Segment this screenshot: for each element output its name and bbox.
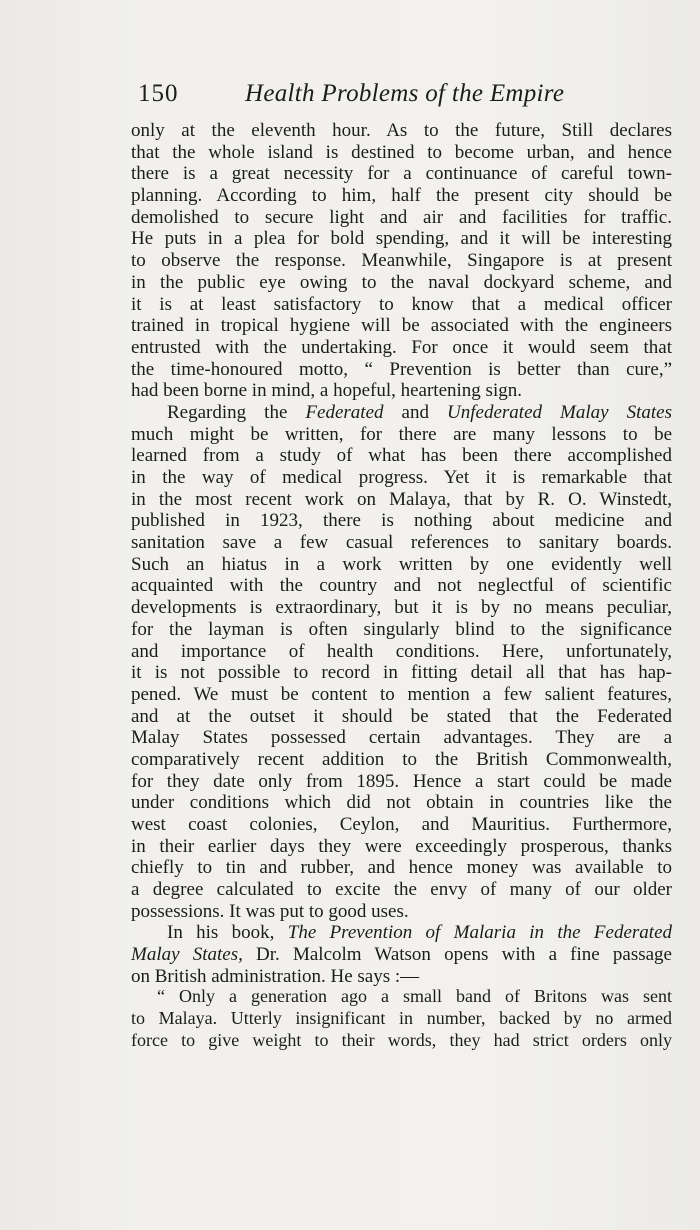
text-line: to observe the response. Meanwhile, Singapore is at present: [131, 250, 672, 272]
text-line: that the whole island is destined to become urban, and hence: [131, 141, 672, 163]
text-line: entrusted with the undertaking. For once it would seem that: [131, 336, 672, 358]
quote-line: to Malaya. Utterly insignificant in number, backed by no armed: [131, 1008, 672, 1028]
text-line: it is at least satisfactory to know that a medical officer: [131, 293, 672, 315]
text-line: sanitation save a few casual references to sanitary boards.: [131, 532, 672, 554]
text-line: west coast colonies, Ceylon, and Mauritius. Furthermore,: [131, 814, 672, 835]
text-line: for they date only from 1895. Hence a start could be made: [131, 770, 672, 792]
text-line: possessions. It was put to good uses.: [131, 900, 409, 922]
quote-line: “ Only a generation ago a small band of Britons was sent: [157, 986, 672, 1006]
running-title: Health Problems of the Empire: [245, 80, 565, 107]
page-number: 150: [138, 80, 179, 107]
text-line: Such an hiatus in a work written by one evidently well: [131, 553, 672, 575]
text-line: only at the eleventh hour. As to the future, Still declares: [131, 120, 672, 141]
text-line: and at the outset it should be stated that the Federated: [131, 705, 672, 727]
text-line: He puts in a plea for bold spending, and it will be interesting: [131, 228, 672, 250]
italic-title: Unfederated Malay States: [447, 401, 672, 423]
text-line: developments is extraordinary, but it is by no means peculiar,: [131, 597, 672, 619]
text-line: In his book, The Prevention of Malaria in the Federated: [167, 922, 672, 944]
text-line: it is not possible to record in fitting detail all that has hap-: [131, 662, 672, 684]
text-line: comparatively recent addition to the British Commonwealth,: [131, 748, 672, 770]
text-line: pened. We must be content to mention a few salient features,: [131, 683, 672, 705]
text-line: Malay States possessed certain advantages. They are a: [131, 727, 672, 749]
text-line: learned from a study of what has been there accomplished: [131, 445, 672, 467]
text-line: and importance of health conditions. Here, unfortunately,: [131, 640, 672, 662]
text-line: for the layman is often singularly blind to the significance: [131, 618, 672, 640]
text-line: Malay States, Dr. Malcolm Watson opens with a fine passage: [131, 944, 672, 966]
text-line: published in 1923, there is nothing about medicine and: [131, 510, 672, 532]
text-line: planning. According to him, half the present city should be: [131, 185, 672, 207]
italic-title: The Prevention of Malaria in the Federated: [287, 922, 672, 944]
italic-title: Federated: [305, 401, 384, 423]
text-line: acquainted with the country and not neglectful of scientific: [131, 575, 672, 597]
text-line: in the most recent work on Malaya, that by R. O. Winstedt,: [131, 488, 672, 510]
text-line: a degree calculated to excite the envy of many of our older: [131, 879, 672, 901]
quote-line: force to give weight to their words, they had strict orders only: [131, 1030, 672, 1050]
text-line: the time-honoured motto, “ Prevention is better than cure,”: [131, 358, 672, 380]
body-text: [131, 120, 672, 988]
text-line: trained in tropical hygiene will be associated with the engineers: [131, 315, 672, 337]
text-line: in the way of medical progress. Yet it is remarkable that: [131, 467, 672, 488]
italic-title: Malay States,: [131, 944, 243, 966]
block-quote: [131, 985, 672, 1051]
text-line: in the public eye owing to the naval dockyard scheme, and: [131, 271, 672, 293]
text-line: demolished to secure light and air and facilities for traffic.: [131, 206, 672, 228]
text-line: chiefly to tin and rubber, and hence money was available to: [131, 857, 672, 879]
text-line: Regarding the Federated and Unfederated Malay States: [167, 401, 672, 423]
text-line: had been borne in mind, a hopeful, heartening sign.: [131, 380, 522, 402]
text-line: there is a great necessity for a continuance of careful town-: [131, 163, 672, 185]
text-line: in their earlier days they were exceedingly prosperous, thanks: [131, 835, 672, 857]
text-line: much might be written, for there are many lessons to be: [131, 423, 672, 445]
text-line: under conditions which did not obtain in countries like the: [131, 792, 672, 814]
running-head: [138, 80, 588, 114]
text-line: on British administration. He says :—: [131, 965, 420, 987]
